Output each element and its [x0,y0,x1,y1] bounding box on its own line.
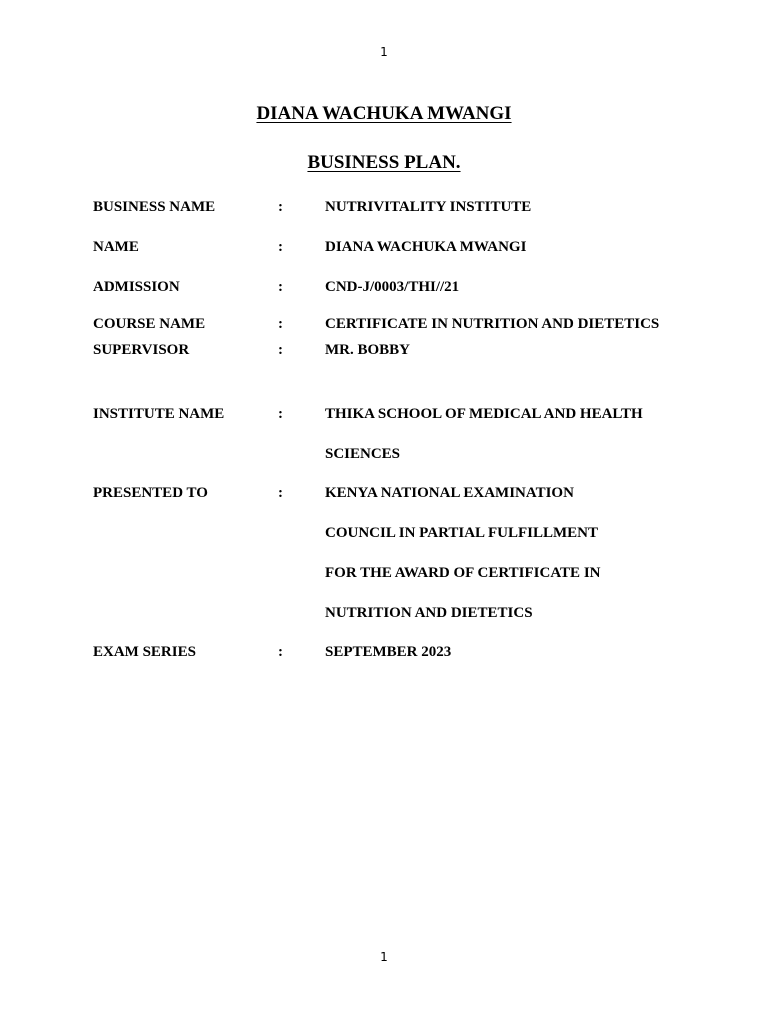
document-title: BUSINESS PLAN. [307,152,461,173]
admission-value: CND-J/0003/THI//21 [325,279,460,295]
page-number-bottom: 1 [380,950,388,964]
supervisor-label: SUPERVISOR [93,342,190,358]
exam-series-value: SEPTEMBER 2023 [325,644,452,660]
course-name-value: CERTIFICATE IN NUTRITION AND DIETETICS [325,316,660,332]
separator-colon: : [278,644,283,660]
course-name-label: COURSE NAME [93,316,206,332]
admission-label: ADMISSION [93,279,180,295]
presented-to-value-line: KENYA NATIONAL EXAMINATION [325,485,574,501]
separator-colon: : [278,239,283,255]
supervisor-value: MR. BOBBY [325,342,411,358]
separator-colon: : [278,316,283,332]
name-value: DIANA WACHUKA MWANGI [325,239,527,255]
exam-series-label: EXAM SERIES [93,644,196,660]
presented-to-label: PRESENTED TO [93,485,208,501]
institute-name-value-line: THIKA SCHOOL OF MEDICAL AND HEALTH [325,406,643,422]
separator-colon: : [278,485,283,501]
business-name-value: NUTRIVITALITY INSTITUTE [325,199,532,215]
separator-colon: : [278,406,283,422]
author-name-heading: DIANA WACHUKA MWANGI [256,103,512,124]
separator-colon: : [278,199,283,215]
separator-colon: : [278,342,283,358]
presented-to-value-line: FOR THE AWARD OF CERTIFICATE IN [325,565,601,581]
institute-name-label: INSTITUTE NAME [93,406,225,422]
separator-colon: : [278,279,283,295]
presented-to-value-line: NUTRITION AND DIETETICS [325,605,533,621]
name-label: NAME [93,239,139,255]
page-number-top: 1 [380,45,388,59]
institute-name-value-line: SCIENCES [325,446,401,462]
business-name-label: BUSINESS NAME [93,199,216,215]
presented-to-value-line: COUNCIL IN PARTIAL FULFILLMENT [325,525,598,541]
